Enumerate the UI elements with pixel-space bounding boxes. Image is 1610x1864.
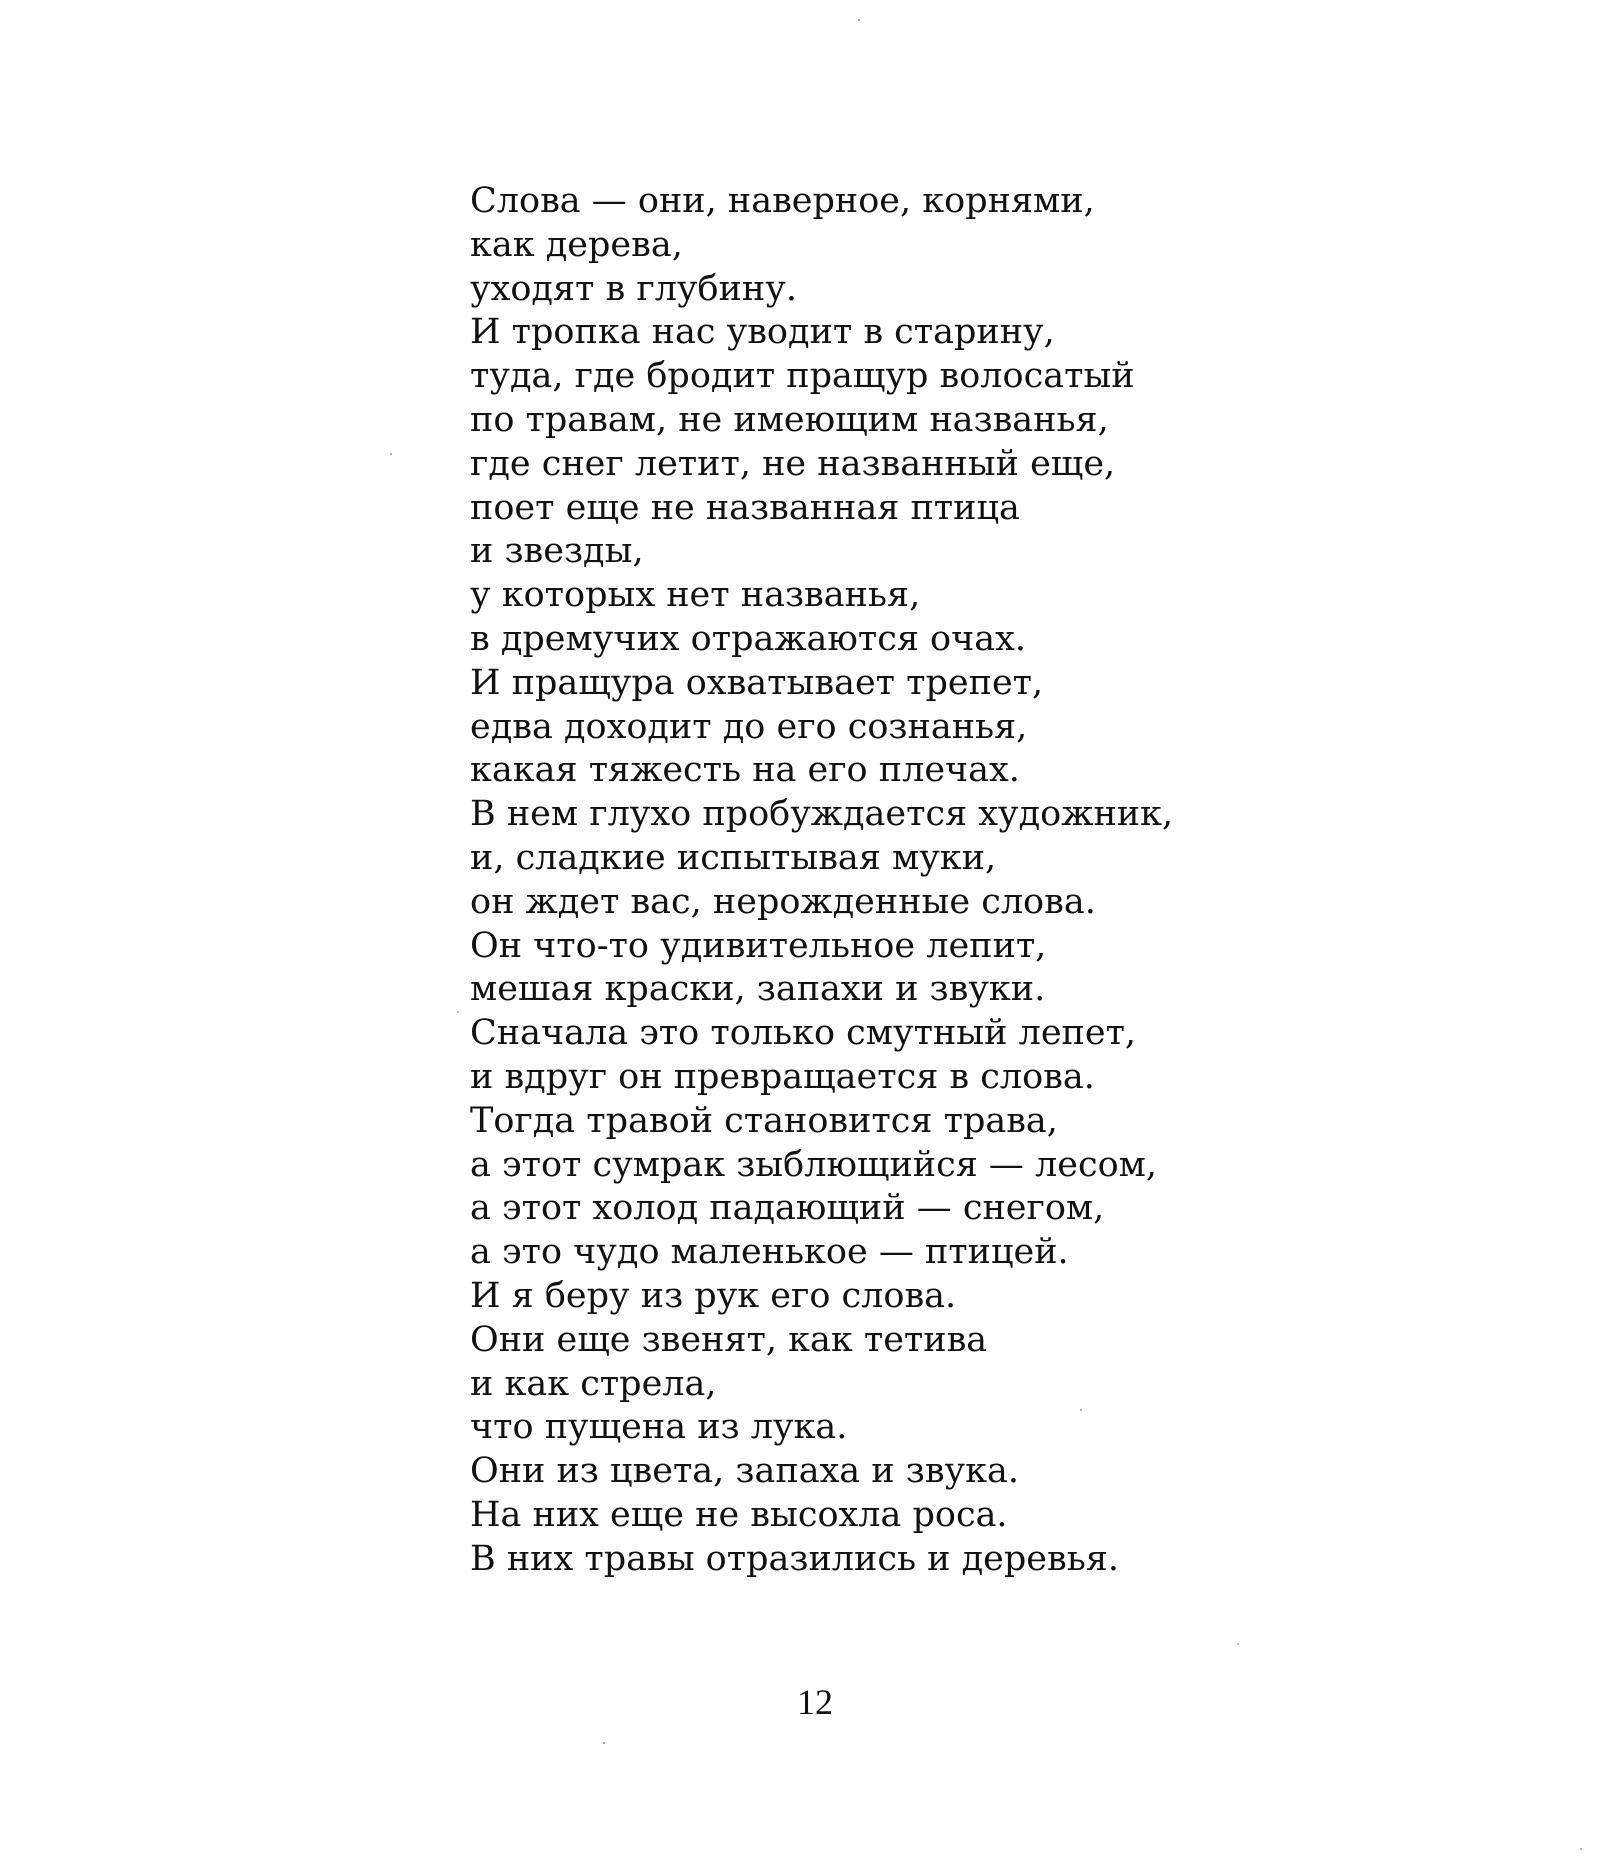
scan-speck	[1237, 1643, 1239, 1645]
poem-line: и как стрела,	[470, 1363, 717, 1404]
poem-line: Слова — они, наверное, корнями,	[470, 181, 1095, 221]
page-number: 12	[797, 1682, 833, 1722]
poem-line: у которых нет названья,	[470, 575, 921, 616]
poem-line: Тогда травой становится трава,	[470, 1100, 1058, 1141]
poem-line: Он что-то удивительное лепит,	[470, 925, 1047, 966]
scan-speck	[1580, 1848, 1582, 1850]
scan-speck	[858, 19, 860, 21]
poem-line: а этот холод падающий — снегом,	[470, 1188, 1105, 1229]
poem-line: а это чудо маленькое — птицей.	[470, 1232, 1069, 1273]
poem-line: где снег летит, не названный еще,	[470, 443, 1116, 484]
scan-speck	[1080, 1409, 1082, 1411]
poem-line: уходят в глубину.	[470, 268, 797, 309]
poem-line: как дерева,	[470, 224, 683, 265]
poem-line: и, сладкие испытывая муки,	[470, 837, 997, 878]
poem-line: какая тяжесть на его плечах.	[470, 750, 1020, 791]
scan-speck	[457, 1011, 459, 1013]
poem-line: а этот сумрак зыблющийся — лесом,	[470, 1144, 1158, 1185]
poem-line: И я беру из рук его слова.	[470, 1275, 957, 1316]
poem-line: по травам, не имеющим названья,	[470, 399, 1109, 440]
poem-line: что пущена из лука.	[470, 1407, 848, 1448]
poem-line: мешая краски, запахи и звуки.	[470, 969, 1046, 1010]
poem-line: И тропка нас уводит в старину,	[470, 312, 1055, 353]
poem-line: туда, где бродит пращур волосатый	[470, 356, 1135, 397]
poem-line: Сначала это только смутный лепет,	[470, 1013, 1137, 1054]
poem-line: Они еще звенят, как тетива	[470, 1319, 988, 1360]
scan-speck	[603, 1742, 605, 1744]
poem-line: В них травы отразились и деревья.	[470, 1538, 1119, 1579]
poem-line: в дремучих отражаются очах.	[470, 618, 1027, 659]
poem-line: Они из цвета, запаха и звука.	[470, 1451, 1020, 1492]
poem-line: И пращура охватывает трепет,	[470, 662, 1044, 703]
poem-line: он ждет вас, нерожденные слова.	[470, 881, 1096, 922]
poem-line: В нем глухо пробуждается художник,	[470, 794, 1174, 835]
poem-line: едва доходит до его сознанья,	[470, 706, 1028, 747]
scan-speck	[390, 453, 392, 455]
poem-line: поет еще не названная птица	[470, 487, 1020, 528]
poem-line: и вдруг он превращается в слова.	[470, 1056, 1095, 1097]
poem-line: и звезды,	[470, 531, 644, 572]
poem-line: На них еще не высохла роса.	[470, 1494, 1008, 1535]
poem-text	[470, 180, 1173, 1582]
